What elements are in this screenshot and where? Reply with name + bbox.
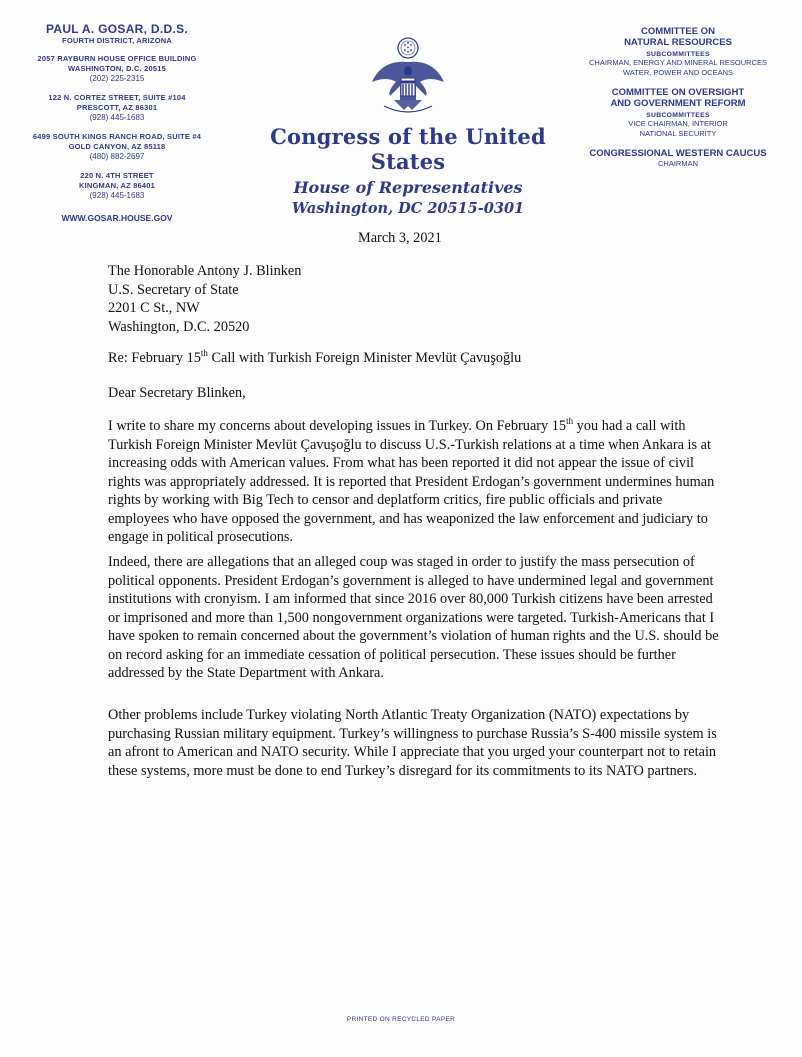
member-info xyxy=(22,22,212,223)
office-line: 6499 SOUTH KINGS RANCH ROAD, SUITE #4 xyxy=(32,132,202,141)
committee-info xyxy=(578,26,778,178)
office-dc xyxy=(22,54,212,84)
subcommittee-item: WATER, POWER AND OCEANS xyxy=(622,68,733,77)
congress-title: Congress of the United States xyxy=(270,124,546,174)
office-phone: (928) 445-1683 xyxy=(89,191,145,200)
office-phone: (480) 882-2697 xyxy=(89,152,145,161)
city-line: Washington, DC 20515-0301 xyxy=(291,200,525,217)
office-phone: (202) 225-2315 xyxy=(89,74,145,83)
eagle-seal-icon xyxy=(370,34,446,120)
member-name: PAUL A. GOSAR, D.D.S. xyxy=(45,22,189,36)
office-line: KINGMAN, AZ 86401 xyxy=(78,181,156,190)
subcommittee-item: VICE CHAIRMAN, INTERIOR xyxy=(628,119,728,128)
subcommittee-item: NATIONAL SECURITY xyxy=(639,129,717,138)
paragraph-1-ordinal: th xyxy=(566,416,574,427)
caucus-name: CONGRESSIONAL WESTERN CAUCUS xyxy=(589,148,767,159)
office-line: GOLD CANYON, AZ 85118 xyxy=(68,142,166,151)
subcommittees-label: SUBCOMMITTEES xyxy=(646,51,710,58)
office-prescott xyxy=(22,93,212,123)
office-kingman xyxy=(22,171,212,201)
committee-name: COMMITTEE ON xyxy=(641,26,715,37)
recipient-address xyxy=(108,262,720,336)
letterhead-center xyxy=(238,34,578,217)
subject-rest: Call with Turkish Foreign Minister Mevlüt Çavuşoğlu xyxy=(207,350,522,366)
committee-name: NATURAL RESOURCES xyxy=(624,37,732,48)
office-line: 122 N. CORTEZ STREET, SUITE #104 xyxy=(48,93,186,102)
recipient-line: Washington, D.C. 20520 xyxy=(108,318,250,335)
subject-prefix: Re: February 15 xyxy=(108,350,201,366)
salutation: Dear Secretary Blinken, xyxy=(108,385,246,401)
office-line: PRESCOTT, AZ 86301 xyxy=(76,103,158,112)
subcommittee-item: CHAIRMAN, ENERGY AND MINERAL RESOURCES xyxy=(589,58,767,67)
office-gold-canyon xyxy=(22,132,212,162)
office-line: 2057 RAYBURN HOUSE OFFICE BUILDING xyxy=(37,54,197,63)
recipient-line: 2201 C St., NW xyxy=(108,300,200,316)
member-district: FOURTH DISTRICT, ARIZONA xyxy=(62,36,172,45)
paragraph-3: Other problems include Turkey violating North Atlantic Treaty Organization (NATO) expectations by purchasing Russian military equipment. Turkey’s willingness to purchase Russia’s S-400 missile system is an afront to American and NATO security. While I appreciate that you urged your counterpart not to retain these systems, more must be done to end Turkey’s disregard for its commitments to its NATO partners. xyxy=(108,707,717,779)
chamber-title: House of Representatives xyxy=(293,178,523,197)
office-line: WASHINGTON, D.C. 20515 xyxy=(67,64,167,73)
committee-oversight xyxy=(578,87,778,139)
website-link[interactable]: WWW.GOSAR.HOUSE.GOV xyxy=(61,213,173,223)
subject-line xyxy=(108,349,720,368)
caucus-role: CHAIRMAN xyxy=(657,159,698,168)
recipient-line: The Honorable Antony J. Blinken xyxy=(108,263,302,279)
committee-natural-resources xyxy=(578,26,778,78)
western-caucus xyxy=(578,148,778,169)
letter-date: March 3, 2021 xyxy=(358,230,442,246)
recycled-paper-note: PRINTED ON RECYCLED PAPER xyxy=(346,1016,456,1023)
paragraph-2: Indeed, there are allegations that an alleged coup was staged in order to justify the mass persecution of political opponents. President Erdogan’s government is alleged to have undermined legal and government institutions with cronyism. I am informed that since 2016 over 80,000 Turkish citizens have been arrested or imprisoned and more than 1,500 nongovernment organizations were targeted. Turkish-Americans that I have spoken to remain concerned about the government’s violation of human rights and the U.S. should be on record asking for an immediate cessation of political persecution. These issues should be further addressed by the State Department with Ankara. xyxy=(108,554,719,681)
subcommittees-label: SUBCOMMITTEES xyxy=(646,112,710,119)
committee-name: AND GOVERNMENT REFORM xyxy=(610,98,746,109)
office-line: 220 N. 4TH STREET xyxy=(80,171,154,180)
paragraph-1-start: I write to share my concerns about developing issues in Turkey. On February 15 xyxy=(108,418,567,434)
committee-name: COMMITTEE ON OVERSIGHT xyxy=(611,87,745,98)
recipient-line: U.S. Secretary of State xyxy=(108,281,239,298)
subject-ordinal: th xyxy=(200,348,208,359)
paragraph-1 xyxy=(108,417,720,547)
office-phone: (928) 445-1683 xyxy=(89,113,145,122)
paragraph-1-rest: you had a call with Turkish Foreign Minister Mevlüt Çavuşoğlu to discuss U.S.-Turkish relations at a time when Ankara is at increasing odds with American values. From what has been reported it did not appear the issue of civil rights was appropriately addressed. It is reported that President Erdogan’s government undermines human rights by working with Big Tech to censor and deplatform critics, fire public officials and private employees who have opposed the government, and has weaponized the law enforcement and judiciary to engage in political prosecutions. xyxy=(108,418,715,545)
